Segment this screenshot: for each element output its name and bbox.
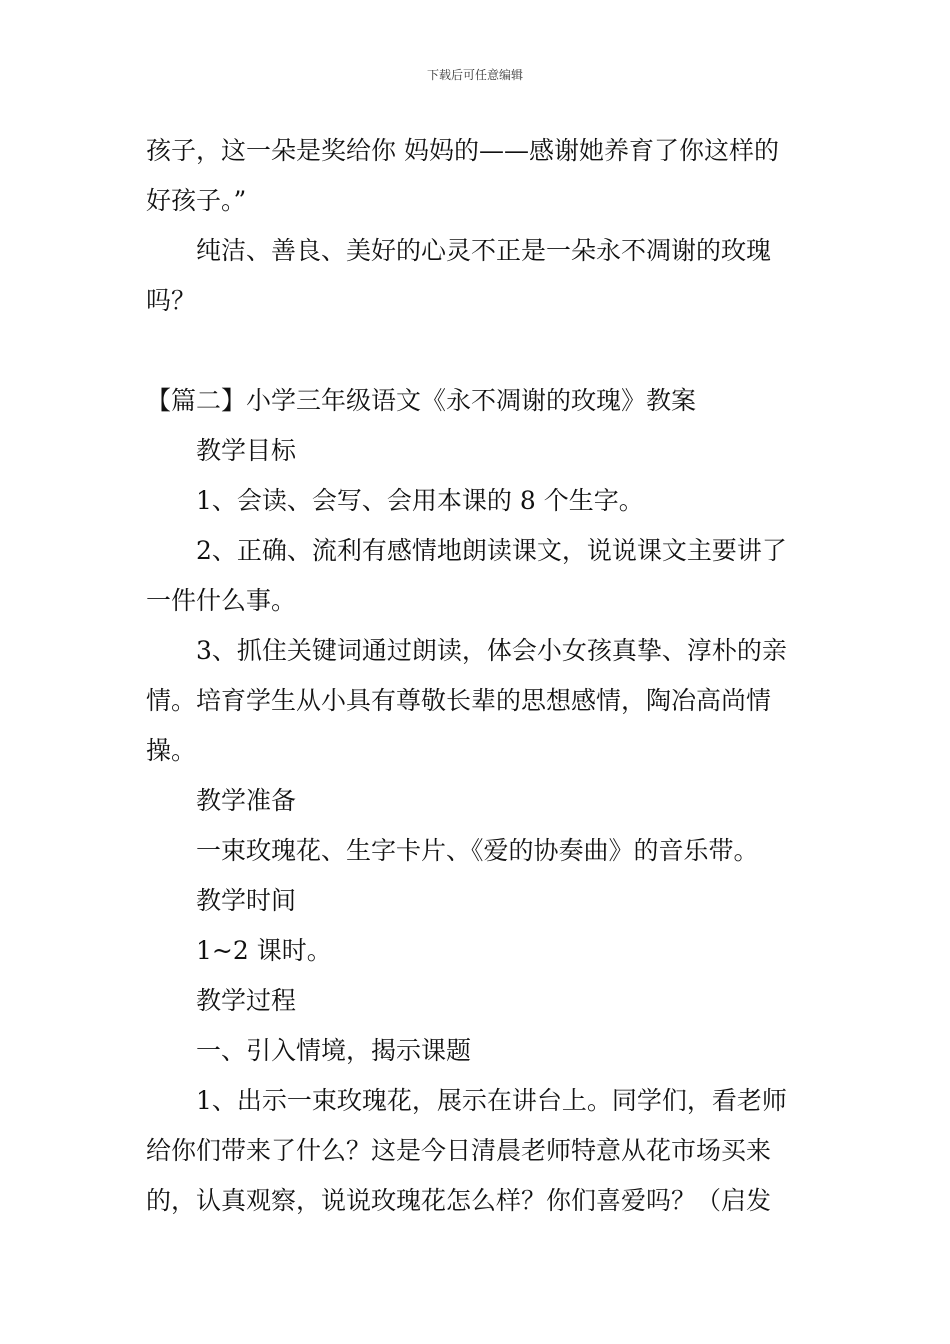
text-line: 一束玫瑰花、生字卡片、《爱的协奏曲》的音乐带。 (196, 836, 759, 865)
text-line: 一、引入情境，揭示课题 (196, 1036, 472, 1065)
page-header: 下载后可任意编辑 (426, 68, 523, 82)
text-line: 1~2 课时。 (196, 936, 332, 965)
text-line: 3、抓住关键词通过朗读，体会小女孩真挚、淳朴的亲 (196, 636, 787, 665)
text-line: 1、出示一束玫瑰花，展示在讲台上。同学们，看老师 (196, 1086, 787, 1115)
paragraph-gap (146, 326, 806, 376)
section-heading: 教学准备 (196, 786, 297, 815)
text-line: 1、会读、会写、会用本课的 8 个生字。 (196, 486, 644, 515)
text-line: 吗？ (146, 286, 197, 315)
text-line: 情。培育学生从小具有尊敬长辈的思想感情，陶冶高尚情 (146, 686, 772, 715)
text-line: 纯洁、善良、美好的心灵不正是一朵永不凋谢的玫瑰 (196, 236, 772, 265)
section-heading: 教学时间 (196, 886, 297, 915)
text-line: 给你们带来了什么？这是今日清晨老师特意从花市场买来 (146, 1136, 772, 1165)
text-line: 操。 (146, 736, 197, 765)
text-line: 孩子，这一朵是奖给你 妈妈的——感谢她养育了你这样的 (146, 136, 779, 165)
text-line: 一件什么事。 (146, 586, 297, 615)
text-line: 好孩子。” (146, 186, 247, 215)
section-title: 【篇二】小学三年级语文《永不凋谢的玫瑰》教案 (146, 386, 697, 415)
section-heading: 教学过程 (196, 986, 297, 1015)
text-line: 2、正确、流利有感情地朗读课文，说说课文主要讲了 (196, 536, 787, 565)
text-line: 的，认真观察，说说玫瑰花怎么样？你们喜爱吗？（启发 (146, 1186, 772, 1215)
section-heading: 教学目标 (196, 436, 297, 465)
document-body (146, 126, 806, 1226)
